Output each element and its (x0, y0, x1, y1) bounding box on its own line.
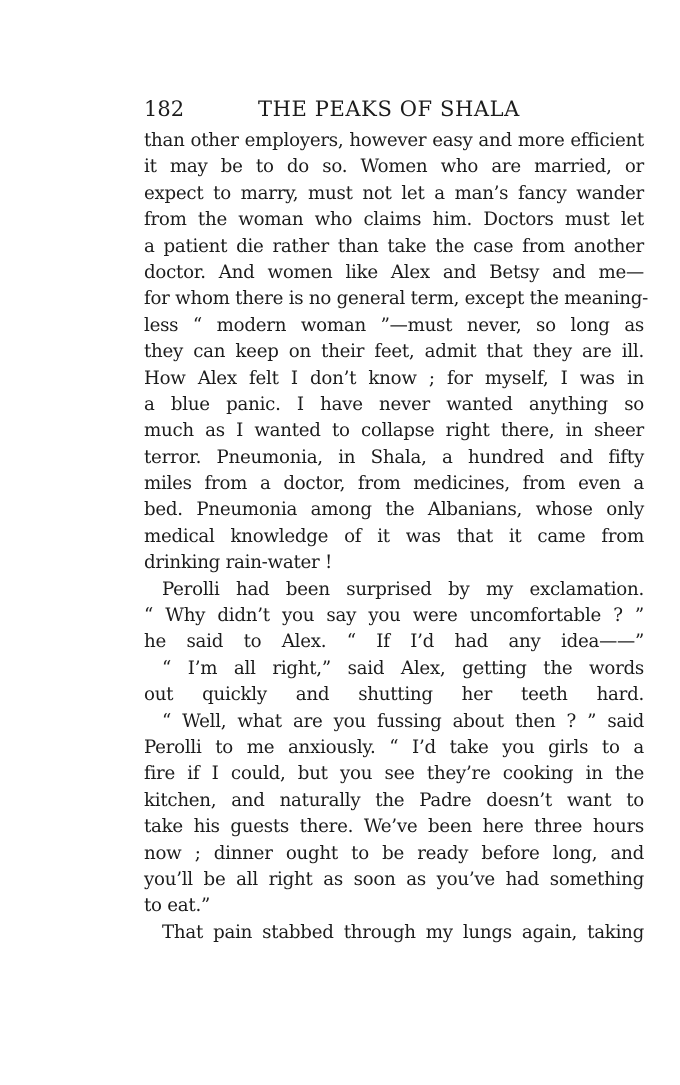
text-line: to eat.” (144, 895, 211, 917)
text-line: That pain stabbed through my lungs again, taking (162, 921, 644, 943)
text-line: How Alex felt I don’t know ; for myself, I was in (144, 367, 644, 389)
text-line: he said to Alex. “ If I’d had any idea——” (144, 631, 644, 653)
text-line: terror. Pneumonia, in Shala, a hundred and fifty (144, 446, 644, 468)
text-line: much as I wanted to collapse right there, in sheer (144, 420, 644, 442)
text-line: “ Why didn’t you say you were uncomfortable ? ” (144, 605, 644, 627)
text-line: from the woman who claims him. Doctors must let (144, 209, 644, 231)
text-line: kitchen, and naturally the Padre doesn’t want to (144, 789, 644, 811)
text-line: “ I’m all right,” said Alex, getting the words (162, 657, 644, 679)
text-line: it may be to do so. Women who are married, or (144, 156, 644, 178)
text-line: a blue panic. I have never wanted anything so (144, 393, 644, 415)
text-line: for whom there is no general term, except the meaning- (144, 288, 649, 310)
text-line: now ; dinner ought to be ready before long, and (144, 842, 644, 864)
page-number: 182 (144, 97, 185, 121)
text-line: a patient die rather than take the case from another (144, 235, 644, 257)
text-line: doctor. And women like Alex and Betsy and me— (144, 261, 644, 283)
text-line: drinking rain-water ! (144, 552, 333, 574)
running-head: THE PEAKS OF SHALA (258, 97, 520, 121)
text-line: fire if I could, but you see they’re cooking in the (144, 763, 644, 785)
text-line: Perolli had been surprised by my exclamation. (162, 578, 644, 600)
text-line: than other employers, however easy and more efficient (144, 130, 644, 151)
text-line: less “ modern woman ”—must never, so long as (144, 314, 644, 336)
body-text (144, 128, 649, 946)
text-line: take his guests there. We’ve been here three hours (144, 816, 644, 838)
text-line: you’ll be all right as soon as you’ve had something (144, 868, 644, 890)
text-line: Perolli to me anxiously. “ I’d take you girls to a (144, 736, 644, 758)
page-header (144, 94, 644, 124)
text-line: miles from a doctor, from medicines, from even a (144, 473, 644, 495)
text-line: “ Well, what are you fussing about then ? ” said (162, 710, 644, 732)
text-line: bed. Pneumonia among the Albanians, whose only (144, 499, 644, 521)
text-line: medical knowledge of it was that it came from (144, 525, 644, 547)
text-line: they can keep on their feet, admit that they are ill. (144, 341, 644, 363)
text-line: out quickly and shutting her teeth hard. (144, 684, 644, 706)
text-line: expect to marry, must not let a man’s fancy wander (144, 182, 644, 204)
